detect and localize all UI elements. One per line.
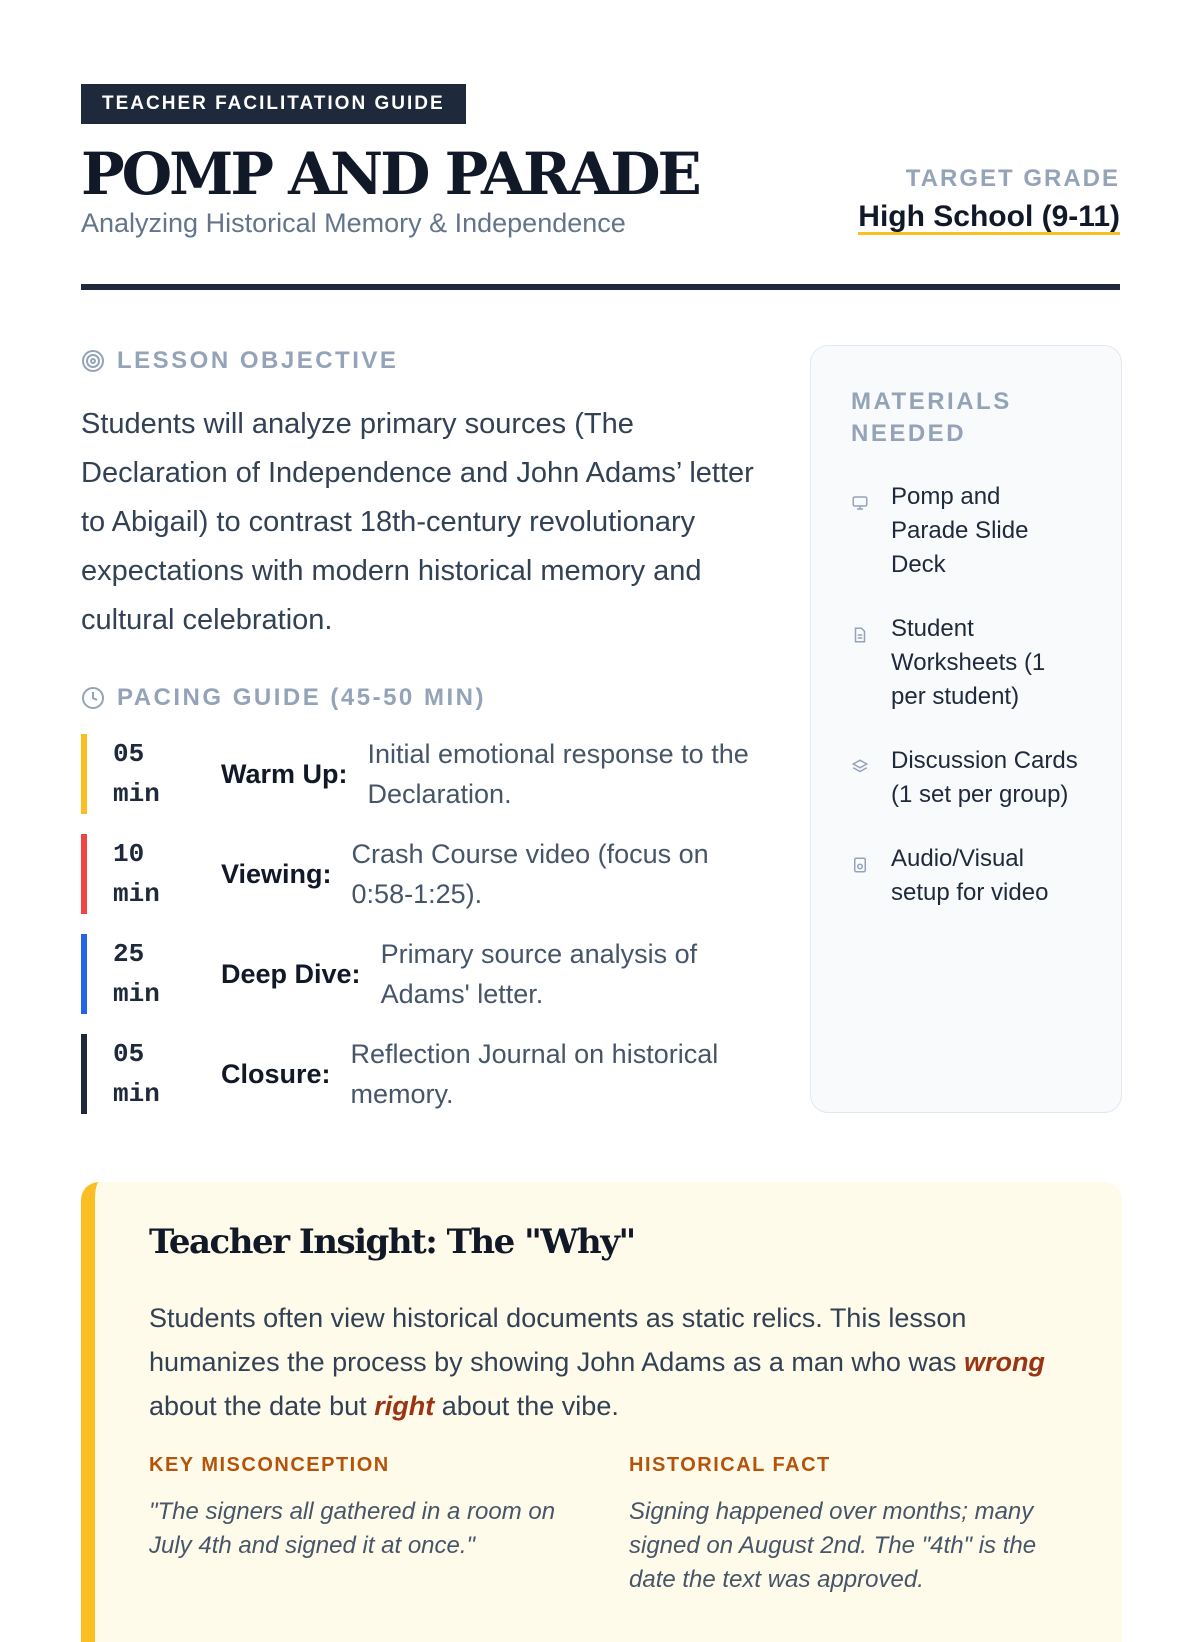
emphasis-right: right — [374, 1391, 435, 1421]
material-text: Pomp and Parade Slide Deck — [891, 483, 1029, 578]
guide-badge: TEACHER FACILITATION GUIDE — [81, 84, 466, 124]
material-text: Student Worksheets (1 per student) — [891, 615, 1046, 710]
pacing-time: 10 min — [113, 839, 160, 909]
misconception-column — [149, 1454, 629, 1597]
fact-column — [629, 1454, 1109, 1597]
emphasis-wrong: wrong — [963, 1347, 1045, 1377]
pacing-row — [81, 834, 761, 914]
materials-panel — [810, 345, 1122, 1113]
document-icon — [851, 612, 869, 714]
material-item — [851, 480, 1081, 582]
page-title: POMP AND PARADE — [81, 140, 699, 208]
page-subtitle: Analyzing Historical Memory & Independence — [81, 208, 626, 238]
target-grade-value: High School (9-11) — [858, 200, 1120, 233]
material-item — [851, 744, 1081, 812]
material-item — [851, 612, 1081, 714]
insight-text-part: about the vibe. — [434, 1391, 619, 1421]
pacing-label: Deep Dive: — [221, 959, 361, 989]
insight-text-part: Students often view historical documents as static relics. This lesson humanizes the process by showing John Adams as a man who was — [149, 1303, 967, 1377]
pacing-description: Primary source analysis of Adams' letter. — [380, 939, 698, 1009]
header-divider — [81, 284, 1120, 290]
objective-heading-text: LESSON OBJECTIVE — [117, 347, 399, 374]
clock-icon — [81, 686, 105, 710]
target-grade-label: TARGET GRADE — [905, 165, 1120, 192]
fact-label: HISTORICAL FACT — [629, 1454, 831, 1476]
layers-icon — [851, 744, 869, 812]
pacing-description: Reflection Journal on historical memory. — [350, 1039, 719, 1109]
objective-text: Students will analyze primary sources (The Declaration of Independence and John Adams’ letter to Abigail) to contrast 18th-century revolutionary expectations with modern historical memory and cultural celebration. — [81, 408, 754, 636]
pacing-description: Crash Course video (focus on 0:58-1:25). — [351, 839, 709, 909]
speaker-icon — [851, 842, 869, 910]
misconception-label: KEY MISCONCEPTION — [149, 1454, 390, 1476]
pacing-heading-text: PACING GUIDE (45-50 MIN) — [117, 684, 486, 711]
pacing-time: 05 min — [113, 1039, 160, 1109]
pacing-time: 25 min — [113, 939, 160, 1009]
monitor-icon — [851, 480, 869, 582]
material-text: Discussion Cards (1 set per group) — [891, 747, 1078, 808]
insight-text — [149, 1296, 1049, 1428]
pacing-description: Initial emotional response to the Declaration. — [367, 739, 749, 809]
misconception-text: "The signers all gathered in a room on July 4th and signed it at once." — [149, 1498, 556, 1559]
fact-text: Signing happened over months; many signed on August 2nd. The "4th" is the date the text was approved. — [629, 1498, 1037, 1593]
material-item — [851, 842, 1081, 910]
pacing-time: 05 min — [113, 739, 160, 809]
insight-text-part: about the date but — [149, 1391, 375, 1421]
pacing-heading — [81, 684, 486, 712]
pacing-row — [81, 734, 761, 814]
teacher-insight-box — [81, 1182, 1122, 1642]
pacing-label: Warm Up: — [221, 759, 348, 789]
objective-heading — [81, 347, 398, 375]
material-text: Audio/Visual setup for video — [891, 845, 1049, 906]
pacing-row — [81, 1034, 761, 1114]
materials-heading: MATERIALS NEEDED — [851, 388, 1012, 447]
insight-title: Teacher Insight: The "Why" — [149, 1222, 635, 1262]
pacing-row — [81, 934, 761, 1014]
pacing-label: Viewing: — [221, 859, 332, 889]
pacing-label: Closure: — [221, 1059, 331, 1089]
target-icon — [81, 349, 105, 373]
